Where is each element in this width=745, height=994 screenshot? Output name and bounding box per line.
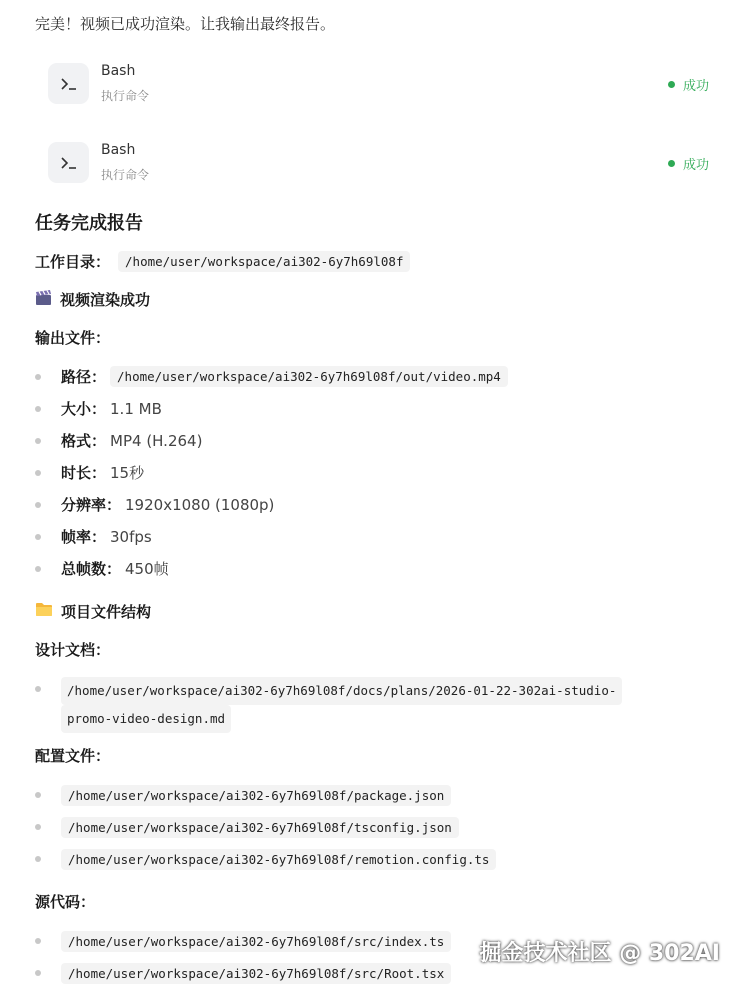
tool-call-card[interactable] [48,142,713,186]
list-bullet [35,502,41,508]
item-value: MP4 (H.264) [110,431,203,450]
intro-text: 完美！视频已成功渲染。让我输出最终报告。 [35,15,336,33]
success-dot-icon [668,81,675,88]
list-bullet [35,406,41,412]
file-path: /home/user/workspace/ai302-6y7h69l08f/src/Root.tsx [61,963,451,984]
source-heading: 源代码： [35,893,96,911]
list-bullet [35,792,41,798]
list-item [61,558,169,579]
workdir-path: /home/user/workspace/ai302-6y7h69l08f [118,251,410,272]
item-key: 时长： [61,464,107,482]
structure-section-heading [35,601,151,622]
status-label: 成功 [682,158,709,173]
list-bullet [35,824,41,830]
list-item [61,817,459,836]
item-value: 1920x1080 (1080p) [125,495,275,514]
terminal-icon [48,63,89,104]
success-dot-icon [668,160,675,167]
folder-icon [35,602,53,621]
tool-subtitle: 执行命令 [101,89,150,103]
tool-name: Bash [101,142,136,158]
item-key: 大小： [61,400,107,418]
list-item [61,526,152,547]
tool-call-card[interactable] [48,63,713,107]
list-item [61,785,451,804]
item-key: 格式： [61,432,107,450]
design-heading: 设计文档： [35,641,111,659]
item-key: 分辨率： [61,496,122,514]
list-bullet [35,534,41,540]
output-heading: 输出文件： [35,329,111,347]
render-section-heading [35,289,150,310]
item-value: 1.1 MB [110,399,162,418]
item-value: 450帧 [125,560,169,578]
list-item [61,398,162,419]
list-bullet [35,856,41,862]
list-item [61,462,144,483]
list-item [61,366,508,387]
report-title: 任务完成报告 [35,213,143,234]
config-heading: 配置文件： [35,747,111,765]
list-item [61,430,202,451]
design-doc-item [61,677,622,733]
file-path: promo-video-design.md [61,705,231,733]
list-item [61,849,496,868]
list-bullet [35,938,41,944]
list-bullet [35,438,41,444]
render-section-title: 视频渲染成功 [60,291,151,309]
status-badge [668,154,709,173]
file-path: /home/user/workspace/ai302-6y7h69l08f/remotion.config.ts [61,849,496,870]
item-key: 总帧数： [61,560,122,578]
item-key: 帧率： [61,528,107,546]
file-path: /home/user/workspace/ai302-6y7h69l08f/src/index.ts [61,931,451,952]
list-bullet [35,566,41,572]
list-bullet [35,374,41,380]
list-bullet [35,970,41,976]
status-badge [668,75,709,94]
structure-section-title: 项目文件结构 [61,603,152,621]
output-path: /home/user/workspace/ai302-6y7h69l08f/out/video.mp4 [110,366,508,387]
clapper-board-icon [35,290,52,310]
terminal-icon [48,142,89,183]
workdir-label: 工作目录： [35,253,111,271]
status-label: 成功 [682,79,709,94]
watermark: 掘金技术社区 @ 302AI [479,941,720,966]
list-item [61,931,451,950]
item-value: 15秒 [110,464,145,482]
item-key: 路径： [61,368,107,386]
list-item [61,963,451,982]
file-path: /home/user/workspace/ai302-6y7h69l08f/package.json [61,785,451,806]
tool-subtitle: 执行命令 [101,168,150,182]
list-item [61,494,274,515]
workdir-line [35,251,410,272]
list-bullet [35,470,41,476]
file-path: /home/user/workspace/ai302-6y7h69l08f/tsconfig.json [61,817,459,838]
tool-name: Bash [101,63,136,79]
file-path: /home/user/workspace/ai302-6y7h69l08f/docs/plans/2026-01-22-302ai-studio- [61,677,622,705]
list-bullet [35,686,41,692]
item-value: 30fps [110,527,152,546]
